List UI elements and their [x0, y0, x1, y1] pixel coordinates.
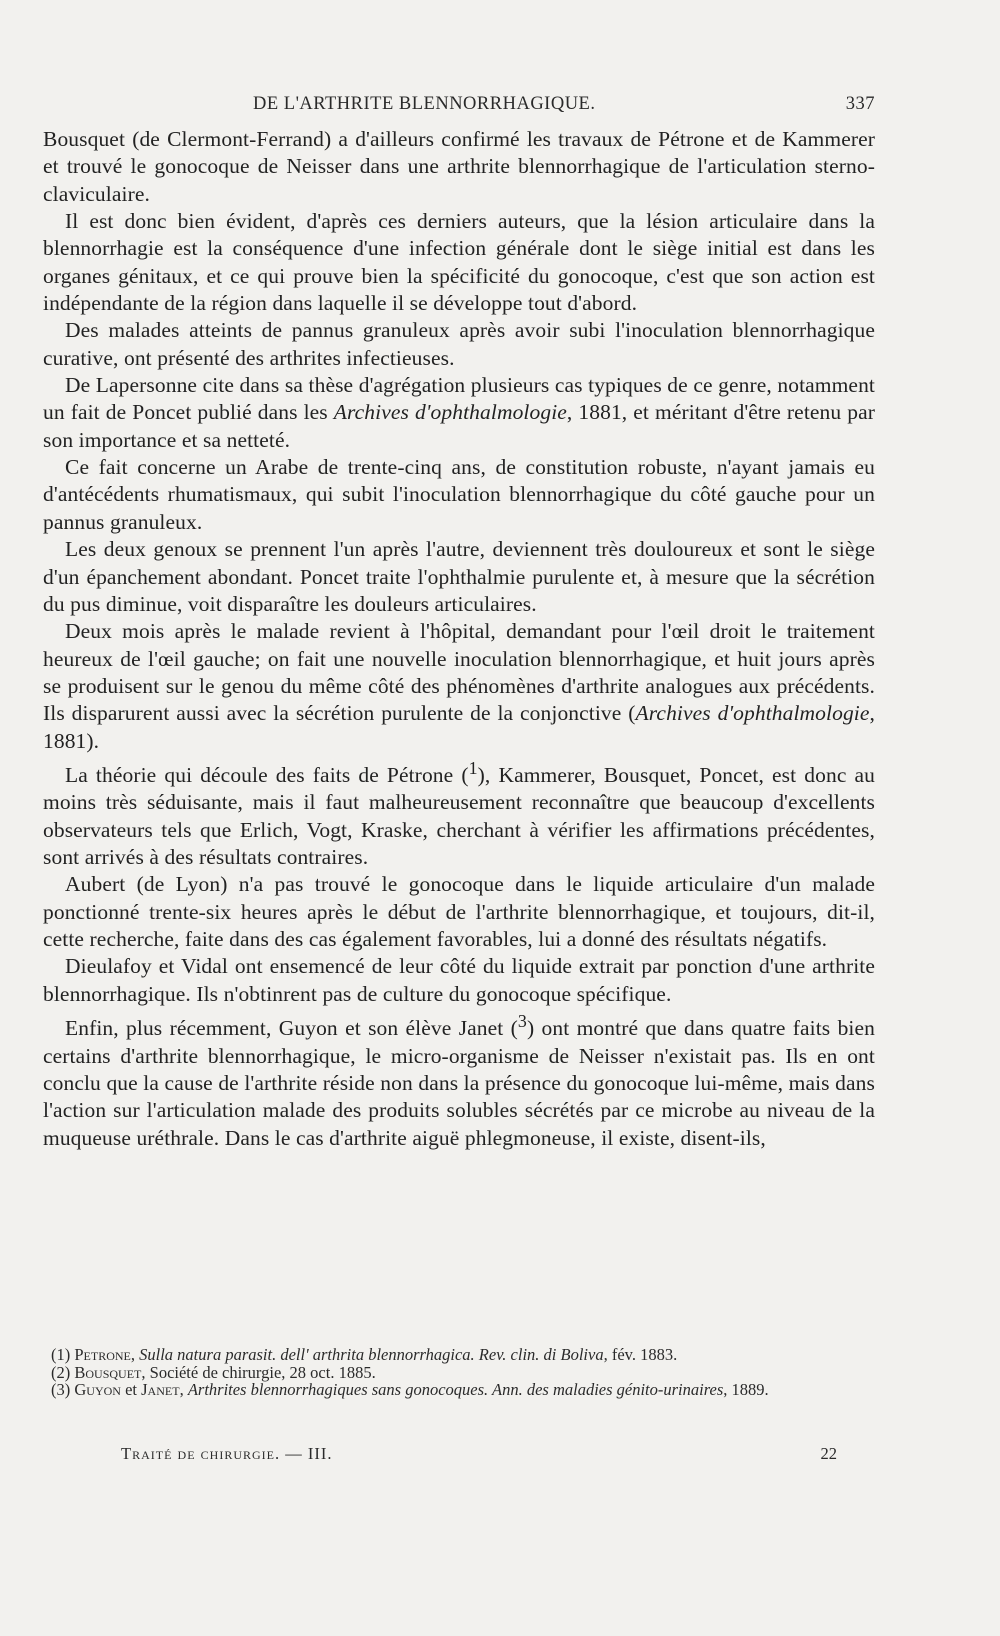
journal-title: Archives d'ophthalmologie: [333, 400, 567, 425]
paragraph-text: , 1881).: [43, 701, 875, 753]
footnote-text: , Société de chirurgie, 28 oct. 1885.: [141, 1362, 376, 1382]
footnote-number: (1): [51, 1345, 71, 1364]
paragraph: Des malades atteints de pannus granuleux après avoir subi l'inoculation blennorrhagique curative, ont présenté des arthrites infectieuses.: [43, 318, 875, 370]
footnote-title: Sulla natura parasit. dell' arthrita blennorrhagica. Rev. clin. di Boliva: [139, 1345, 604, 1364]
footnote: [43, 1364, 875, 1382]
paragraph-text: Deux mois après le malade revient à l'hôpital, demandant pour l'œil droit le traitement heureux de l'œil gauche; on fait une nouvelle inoculation blennorrhagique, et huit jours après se produisent sur le genou du même côté des phénomènes d'arthrite analogues aux précédents. Ils disparurent aussi avec la sécrétion purulente de la conjonctive (: [43, 619, 875, 726]
footnote-ref[interactable]: 3: [517, 1011, 527, 1032]
footnote-text: , 1889.: [723, 1380, 769, 1399]
paragraph-text: , 1881, et méritant d'être retenu par son importance et sa netteté.: [43, 400, 876, 452]
running-title: DE L'ARTHRITE BLENNORRHAGIQUE.: [253, 94, 596, 114]
footnote-author: Petrone: [74, 1345, 131, 1364]
paragraph-text: ), Kammerer, Bousquet, Poncet, est donc au moins très séduisante, mais il faut malheureusement reconnaître que beaucoup d'excellents observateurs tels que Erlich, Vogt, Kraske, cherchant à vérifier les affirmations précédentes, sont arrivés à des résultats contraires.: [43, 763, 875, 870]
paragraph-text: De Lapersonne cite dans sa thèse d'agrégation plusieurs cas typiques de ce genre, notamment un fait de Poncet publié dans les: [43, 373, 875, 425]
footnote-title: Arthrites blennorrhagiques sans gonocoques. Ann. des maladies génito-urinaires: [187, 1380, 724, 1399]
footnote-ref[interactable]: 1: [468, 757, 478, 778]
paragraph-text: ) ont montré que dans quatre faits bien certains d'arthrite blennorrhagique, le micro-organisme de Neisser n'existait pas. Ils en ont conclu que la cause de l'arthrite réside non dans la présence du gonocoque lui-même, mais dans l'action sur l'articulation malade des produits solubles sécrétés par ce microbe au niveau de la muqueuse uréthrale. Dans le cas d'arthrite aiguë phlegmoneuse, il existe, disent-ils,: [43, 1016, 875, 1150]
signature-mark: Traité de chirurgie. — III.: [121, 1444, 333, 1463]
paragraph: [43, 755, 875, 872]
paragraph-text: La théorie qui découle des faits de Pétrone (: [65, 763, 469, 788]
footnote-text: ,: [179, 1380, 188, 1399]
paragraph: [43, 618, 875, 755]
paragraph: Aubert (de Lyon) n'a pas trouvé le gonocoque dans le liquide articulaire d'un malade ponctionné trente-six heures après le début de l'arthrite blennorrhagique, et toujours, dit-il, cette recherche, faite dans des cas également favorables, lui a donné des résultats négatifs.: [43, 872, 875, 952]
signature-number: 22: [820, 1444, 837, 1463]
footnote-text: , fév. 1883.: [603, 1345, 678, 1364]
footnote-author: Guyon: [74, 1380, 121, 1399]
paragraph: Les deux genoux se prennent l'un après l'autre, deviennent très douloureux et sont le siège d'un épanchement abondant. Poncet traite l'ophthalmie purulente et, à mesure que la sécrétion du pus diminue, voit disparaître les douleurs articulaires.: [43, 537, 875, 616]
paragraph: Bousquet (de Clermont-Ferrand) a d'ailleurs confirmé les travaux de Pétrone et de Kammerer et trouvé le gonocoque de Neisser dans une arthrite blennorrhagique de l'articulation sterno-claviculaire.: [43, 127, 875, 206]
footnote: (1) Petrone, Sulla natura parasit. dell' arthrita blennorrhagica. Rev. clin. di Boliva, fév. 1883.: [51, 1345, 678, 1364]
paragraph: [43, 372, 875, 454]
footnotes: [43, 1346, 875, 1399]
page-number: 337: [845, 94, 875, 114]
footnote-author: Bousquet: [74, 1362, 142, 1382]
body-text: [43, 126, 875, 1152]
paragraph: Il est donc bien évident, d'après ces derniers auteurs, que la lésion articulaire dans la blennorrhagie est la conséquence d'une infection générale dont le siège initial est dans les organes génitaux, et ce qui prouve bien la spécificité du gonocoque, c'est que son action est indépendante de la région dans laquelle il se développe tout d'abord.: [43, 209, 875, 316]
footnote-text: et: [120, 1380, 142, 1399]
footnote-number: (2): [51, 1362, 71, 1382]
paragraph: Ce fait concerne un Arabe de trente-cinq ans, de constitution robuste, n'ayant jamais eu d'antécédents rhumatismaux, qui subit l'inoculation blennorrhagique du côté gauche pour un pannus granuleux.: [43, 455, 875, 534]
journal-title: Archives d'ophthalmologie: [635, 701, 870, 726]
paragraph-text: Enfin, plus récemment, Guyon et son élève Janet (: [65, 1016, 518, 1041]
footnote-author: Janet: [141, 1380, 180, 1399]
footnote: [43, 1381, 875, 1399]
paragraph: Dieulafoy et Vidal ont ensemencé de leur côté du liquide extrait par ponction d'une arthrite blennorrhagique. Ils n'obtinrent pas de culture du gonocoque spécifique.: [43, 954, 875, 1006]
paragraph: [43, 1008, 875, 1152]
footnote-number: (3): [51, 1380, 71, 1399]
